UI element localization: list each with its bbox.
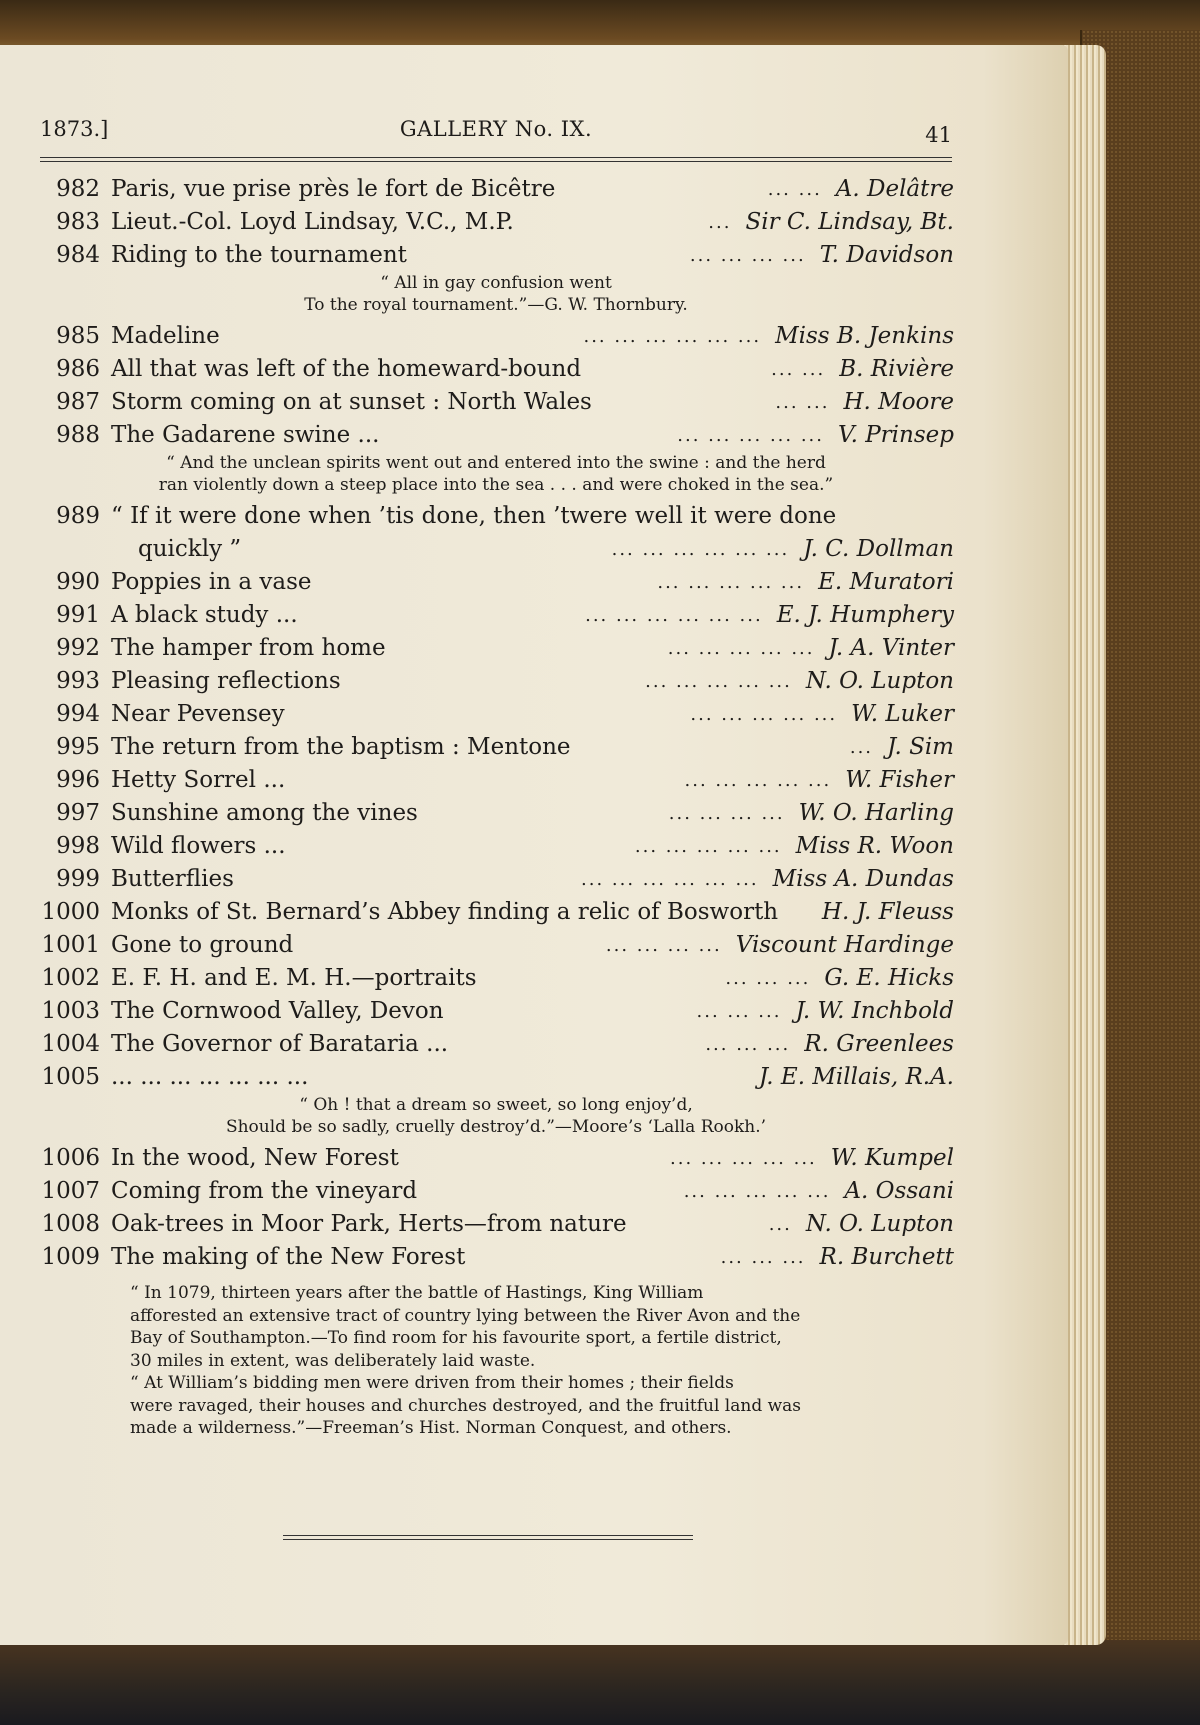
entry-artist: J. C. Dollman xyxy=(803,536,954,562)
catalogue-entries xyxy=(38,173,954,1440)
entry-leader-dots: ... ... ... ... ... ... xyxy=(585,605,763,626)
entry-number: 986 xyxy=(56,356,100,382)
entry-number: 1005 xyxy=(41,1064,100,1090)
catalogue-entry xyxy=(38,863,954,896)
entry-number: 996 xyxy=(56,767,100,793)
entry-artist: E. Muratori xyxy=(818,569,954,595)
entry-leader-dots: ... ... ... ... xyxy=(689,245,806,266)
entry-number: 992 xyxy=(56,635,100,661)
entry-leader-dots: ... ... ... ... ... xyxy=(634,836,782,857)
entry-number: 991 xyxy=(56,602,100,628)
catalogue-entry xyxy=(38,665,954,698)
catalogue-entry xyxy=(38,1028,954,1061)
catalogue-entry xyxy=(38,173,954,206)
entry-leader-dots: ... ... ... ... ... ... xyxy=(583,326,762,347)
entry-leader-dots: ... ... ... ... ... xyxy=(683,1181,831,1202)
header-rule-thin xyxy=(40,161,952,162)
entry-artist: R. Burchett xyxy=(819,1244,954,1270)
entry-title: ... ... ... ... ... ... ... xyxy=(111,1064,309,1090)
closing-quote-line: “ In 1079, thirteen years after the battle of Hastings, King William xyxy=(130,1283,704,1303)
closing-quote-line: were ravaged, their houses and churches destroyed, and the fruitful land was xyxy=(130,1395,802,1416)
entry-number: 987 xyxy=(56,389,100,415)
entry-artist: A. Ossani xyxy=(844,1178,954,1204)
entry-artist: W. Luker xyxy=(851,701,954,727)
end-rule-thin xyxy=(283,1539,693,1540)
entry-title: In the wood, New Forest xyxy=(111,1145,399,1171)
catalogue-entry xyxy=(38,386,954,419)
entry-artist: J. W. Inchbold xyxy=(795,998,954,1024)
catalogue-entry xyxy=(38,962,954,995)
entry-leader-dots: ... ... ... ... ... xyxy=(677,425,824,446)
entry-artist: J. Sim xyxy=(887,734,954,760)
catalogue-entry xyxy=(38,1142,954,1175)
entry-number: 1006 xyxy=(41,1145,100,1171)
entry-number: 988 xyxy=(56,422,100,448)
entry-leader-dots: ... ... xyxy=(771,359,826,380)
entry-artist: H. J. Fleuss xyxy=(821,899,954,925)
entry-title: The making of the New Forest xyxy=(111,1244,466,1270)
catalogue-entry xyxy=(38,1175,954,1208)
entry-title: The Gadarene swine ... xyxy=(111,422,380,448)
entry-number: 1003 xyxy=(41,998,100,1024)
end-rule xyxy=(283,1535,693,1536)
entry-title: Pleasing reflections xyxy=(111,668,341,694)
catalogue-entry xyxy=(38,239,954,272)
entry-leader-dots: ... xyxy=(768,1214,792,1235)
entry-number: 982 xyxy=(56,176,100,202)
entry-artist: W. O. Harling xyxy=(798,800,954,826)
catalogue-page xyxy=(0,45,1068,1645)
entry-artist: G. E. Hicks xyxy=(824,965,954,991)
catalogue-entry xyxy=(38,206,954,239)
entry-artist: R. Greenlees xyxy=(804,1031,954,1057)
entry-artist: N. O. Lupton xyxy=(805,1211,954,1237)
entry-title: Madeline xyxy=(111,323,220,349)
entry-title: The Governor of Barataria ... xyxy=(111,1031,449,1057)
closing-quote-line: made a wilderness.”—Freeman’s Hist. Norman Conquest, and others. xyxy=(130,1418,732,1438)
entry-title: Wild flowers ... xyxy=(111,833,286,859)
closing-quote-line: Bay of Southampton.—To find room for his favourite sport, a fertile district, xyxy=(130,1328,782,1348)
entry-leader-dots: ... xyxy=(849,737,874,758)
catalogue-entry xyxy=(38,995,954,1028)
page-number: 41 xyxy=(925,123,952,147)
entry-leader-dots: ... ... xyxy=(767,179,822,200)
catalogue-entry xyxy=(38,353,954,386)
entry-artist: V. Prinsep xyxy=(838,422,954,448)
catalogue-entry xyxy=(38,830,954,863)
page-header xyxy=(40,113,952,153)
entry-artist: W. Fisher xyxy=(845,767,954,793)
entry-artist: Miss B. Jenkins xyxy=(775,323,954,349)
entry-number: 995 xyxy=(56,734,100,760)
entry-number: 990 xyxy=(56,569,100,595)
closing-quote-line: 30 miles in extent, was deliberately laid waste. xyxy=(130,1350,536,1371)
header-section: GALLERY No. IX. xyxy=(399,117,593,141)
entry-artist: T. Davidson xyxy=(819,242,954,268)
entry-number: 1008 xyxy=(41,1211,100,1237)
entry-title: Sunshine among the vines xyxy=(111,800,418,826)
entry-number: 1000 xyxy=(41,899,100,925)
entry-artist: B. Rivière xyxy=(839,356,954,382)
catalogue-entry xyxy=(38,500,954,533)
entry-leader-dots: ... ... ... ... ... xyxy=(690,704,838,725)
entry-artist: Miss A. Dundas xyxy=(772,866,954,892)
entry-number: 993 xyxy=(56,668,100,694)
entry-title: Hetty Sorrel ... xyxy=(111,767,286,793)
entry-title: Butterflies xyxy=(111,866,234,892)
header-rule xyxy=(40,157,952,158)
entry-number: 984 xyxy=(56,242,100,268)
catalogue-entry xyxy=(38,731,954,764)
entry-number: 1009 xyxy=(41,1244,100,1270)
entry-leader-dots: ... ... ... xyxy=(725,968,811,989)
entry-title: A black study ... xyxy=(111,602,298,628)
entry-title: All that was left of the homeward-bound xyxy=(111,356,582,382)
entry-leader-dots: ... ... ... ... ... xyxy=(670,1148,817,1169)
entry-title: Monks of St. Bernard’s Abbey finding a relic of Bosworth xyxy=(111,899,779,925)
entry-title: Poppies in a vase xyxy=(111,569,312,595)
entry-title: Near Pevensey xyxy=(111,701,285,727)
catalogue-entry xyxy=(38,698,954,731)
entry-title: Oak-trees in Moor Park, Herts—from nature xyxy=(111,1211,627,1237)
entry-leader-dots: ... ... xyxy=(775,392,830,413)
entry-number: 983 xyxy=(56,209,100,235)
entry-number: 1007 xyxy=(41,1178,100,1204)
catalogue-entry xyxy=(38,419,954,452)
catalogue-entry xyxy=(38,929,954,962)
entry-leader-dots: ... ... ... ... ... xyxy=(667,638,815,659)
entry-artist: Miss R. Woon xyxy=(795,833,954,859)
entry-number: 1002 xyxy=(41,965,100,991)
catalogue-entry xyxy=(38,599,954,632)
book-cover-bottom xyxy=(0,1640,1200,1725)
entry-title: The hamper from home xyxy=(111,635,386,661)
entry-number: 989 xyxy=(56,503,100,529)
entry-artist: E. J. Humphery xyxy=(776,602,954,628)
entry-artist: J. A. Vinter xyxy=(828,635,954,661)
entry-title: “ If it were done when ’tis done, then ’twere well it were done xyxy=(111,503,837,529)
catalogue-entry xyxy=(38,1241,954,1274)
entry-title: Paris, vue prise près le fort de Bicêtre xyxy=(111,176,556,202)
entry-leader-dots: ... ... ... xyxy=(696,1001,782,1022)
entry-quote-line: To the royal tournament.”—G. W. Thornbury. xyxy=(304,295,688,315)
entry-quote-line: “ All in gay confusion went xyxy=(380,273,612,293)
entry-leader-dots: ... ... ... ... ... xyxy=(684,770,832,791)
catalogue-entry xyxy=(38,320,954,353)
entry-artist: Sir C. Lindsay, Bt. xyxy=(745,209,954,235)
entry-artist: Viscount Hardinge xyxy=(735,932,954,958)
catalogue-entry xyxy=(38,632,954,665)
entry-title: The return from the baptism : Mentone xyxy=(111,734,571,760)
entry-number: 985 xyxy=(56,323,100,349)
entry-number: 998 xyxy=(56,833,100,859)
entry-number: 994 xyxy=(56,701,100,727)
catalogue-entry xyxy=(38,896,954,929)
entry-quote-line: “ Oh ! that a dream so sweet, so long enjoy’d, xyxy=(299,1095,693,1115)
entry-artist: H. Moore xyxy=(843,389,954,415)
entry-leader-dots: ... ... ... xyxy=(720,1247,806,1268)
entry-leader-dots: ... xyxy=(708,212,732,233)
entry-leader-dots: ... ... ... ... ... ... xyxy=(611,539,790,560)
entry-number: 999 xyxy=(56,866,100,892)
entry-number: 1001 xyxy=(41,932,100,958)
entry-title: Riding to the tournament xyxy=(111,242,407,268)
entry-artist: N. O. Lupton xyxy=(805,668,954,694)
entry-quote-line: ran violently down a steep place into the sea . . . and were choked in the sea.” xyxy=(158,475,834,495)
catalogue-entry xyxy=(38,566,954,599)
catalogue-entry xyxy=(38,1208,954,1241)
entry-leader-dots: ... ... ... xyxy=(705,1034,791,1055)
entry-quote-line: “ And the unclean spirits went out and entered into the swine : and the herd xyxy=(166,453,826,473)
entry-title: E. F. H. and E. M. H.—portraits xyxy=(111,965,477,991)
entry-leader-dots: ... ... ... ... ... xyxy=(645,671,792,692)
entry-artist: A. Delâtre xyxy=(835,176,954,202)
entry-leader-dots: ... ... ... ... ... xyxy=(657,572,805,593)
entry-quote-line: Should be so sadly, cruelly destroy’d.”—Moore’s ‘Lalla Rookh.’ xyxy=(225,1117,767,1137)
catalogue-entry xyxy=(38,533,954,566)
entry-leader-dots: ... ... ... ... xyxy=(605,935,722,956)
entry-title: The Cornwood Valley, Devon xyxy=(111,998,444,1024)
closing-quote-line: afforested an extensive tract of country lying between the River Avon and the xyxy=(130,1305,801,1326)
catalogue-entry xyxy=(38,1061,954,1094)
entry-title: Coming from the vineyard xyxy=(111,1178,418,1204)
entry-title: Gone to ground xyxy=(111,932,294,958)
entry-artist: W. Kumpel xyxy=(830,1145,954,1171)
entry-leader-dots: ... ... ... ... ... ... xyxy=(581,869,759,890)
catalogue-entry xyxy=(38,797,954,830)
catalogue-entry xyxy=(38,764,954,797)
entry-number: 997 xyxy=(56,800,100,826)
entry-title: Storm coming on at sunset : North Wales xyxy=(111,389,592,415)
entry-artist: J. E. Millais, R.A. xyxy=(758,1064,954,1090)
entry-title: Lieut.-Col. Loyd Lindsay, V.C., M.P. xyxy=(111,209,514,235)
entry-number: 1004 xyxy=(41,1031,100,1057)
closing-quote-line: “ At William’s bidding men were driven from their homes ; their fields xyxy=(130,1373,734,1393)
entry-leader-dots: ... ... ... ... xyxy=(668,803,785,824)
header-year: 1873.] xyxy=(40,117,109,141)
entry-title: quickly ” xyxy=(138,536,242,562)
